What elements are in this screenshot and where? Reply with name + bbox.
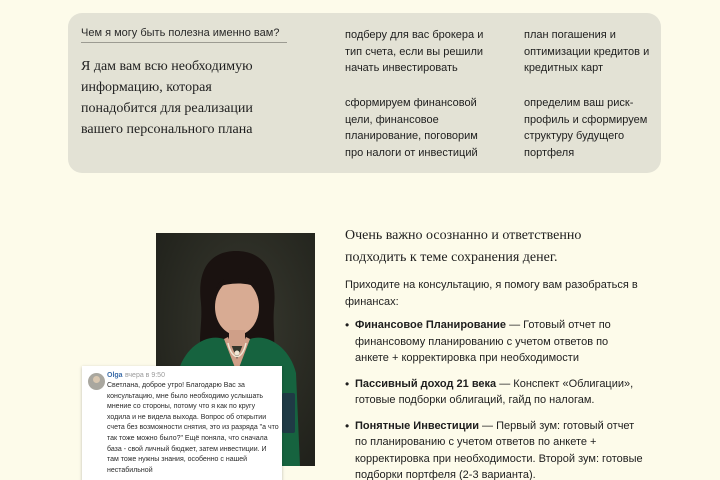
review-card (82, 366, 282, 480)
review-author: Olga (107, 372, 123, 379)
service-description: — Конспект «Облигации», готовые подборки облигаций, гайд по налогам. (355, 377, 634, 406)
review-avatar (88, 373, 105, 390)
review-time: вчера в 9:50 (125, 372, 165, 379)
section-headline: Очень важно осознанно и ответственно подходить к теме сохранения денег. (345, 228, 582, 265)
service-clear-investments (345, 418, 645, 480)
offer-broker: подберу для вас брокера и тип счета, если вы решили начать инвестировать (345, 29, 484, 74)
service-passive-income (345, 376, 645, 409)
card-lead-text: Я дам вам всю необходимую информацию, которая понадобится для реализации вашего персонального плана (81, 59, 253, 137)
service-description: — Готовый отчет по финансовому планированию с учетом ответов по анкете + корректировка при необходимости (355, 319, 611, 364)
consultation-intro: Приходите на консультацию, я помогу вам разобраться в финансах: (345, 279, 638, 308)
service-title: Пассивный доход 21 века (355, 377, 497, 390)
service-description: — Первый зум: готовый отчет по планированию с учетом ответов по анкете + корректировка при необходимости. Второй зум: готовые подборки портфеля (2-3 варианта). (355, 419, 643, 480)
services-list (345, 317, 645, 480)
offer-financial-goals: сформируем финансовой цели, финансовое планирование, поговорим про налоги от инвестиций (345, 97, 478, 159)
offer-risk-profile: определим ваш риск-профиль и сформируем структуру будущего портфеля (524, 97, 648, 159)
review-text: Светлана, доброе утро! Благодарю Вас за консультацию, мне было необходимо услышать мнение со стороны, потому что я как по кругу ходила и не видела выхода. Вопрос об открытии счета без возможности снятия, это из разряда "а что так тоже можно было?" Ещё поняла, что сначала база - свой личный бюджет, затем инвестиции. И там тоже нужны знания, особенно с нашей нестабильной (107, 382, 279, 474)
service-title: Понятные Инвестиции (355, 419, 479, 432)
offer-credit-plan: план погашения и оптимизации кредитов и кредитных карт (524, 29, 650, 74)
service-financial-planning (345, 317, 645, 367)
card-question: Чем я могу быть полезна именно вам? (81, 27, 287, 43)
offer-card (68, 13, 661, 173)
service-title: Финансовое Планирование (355, 319, 507, 331)
